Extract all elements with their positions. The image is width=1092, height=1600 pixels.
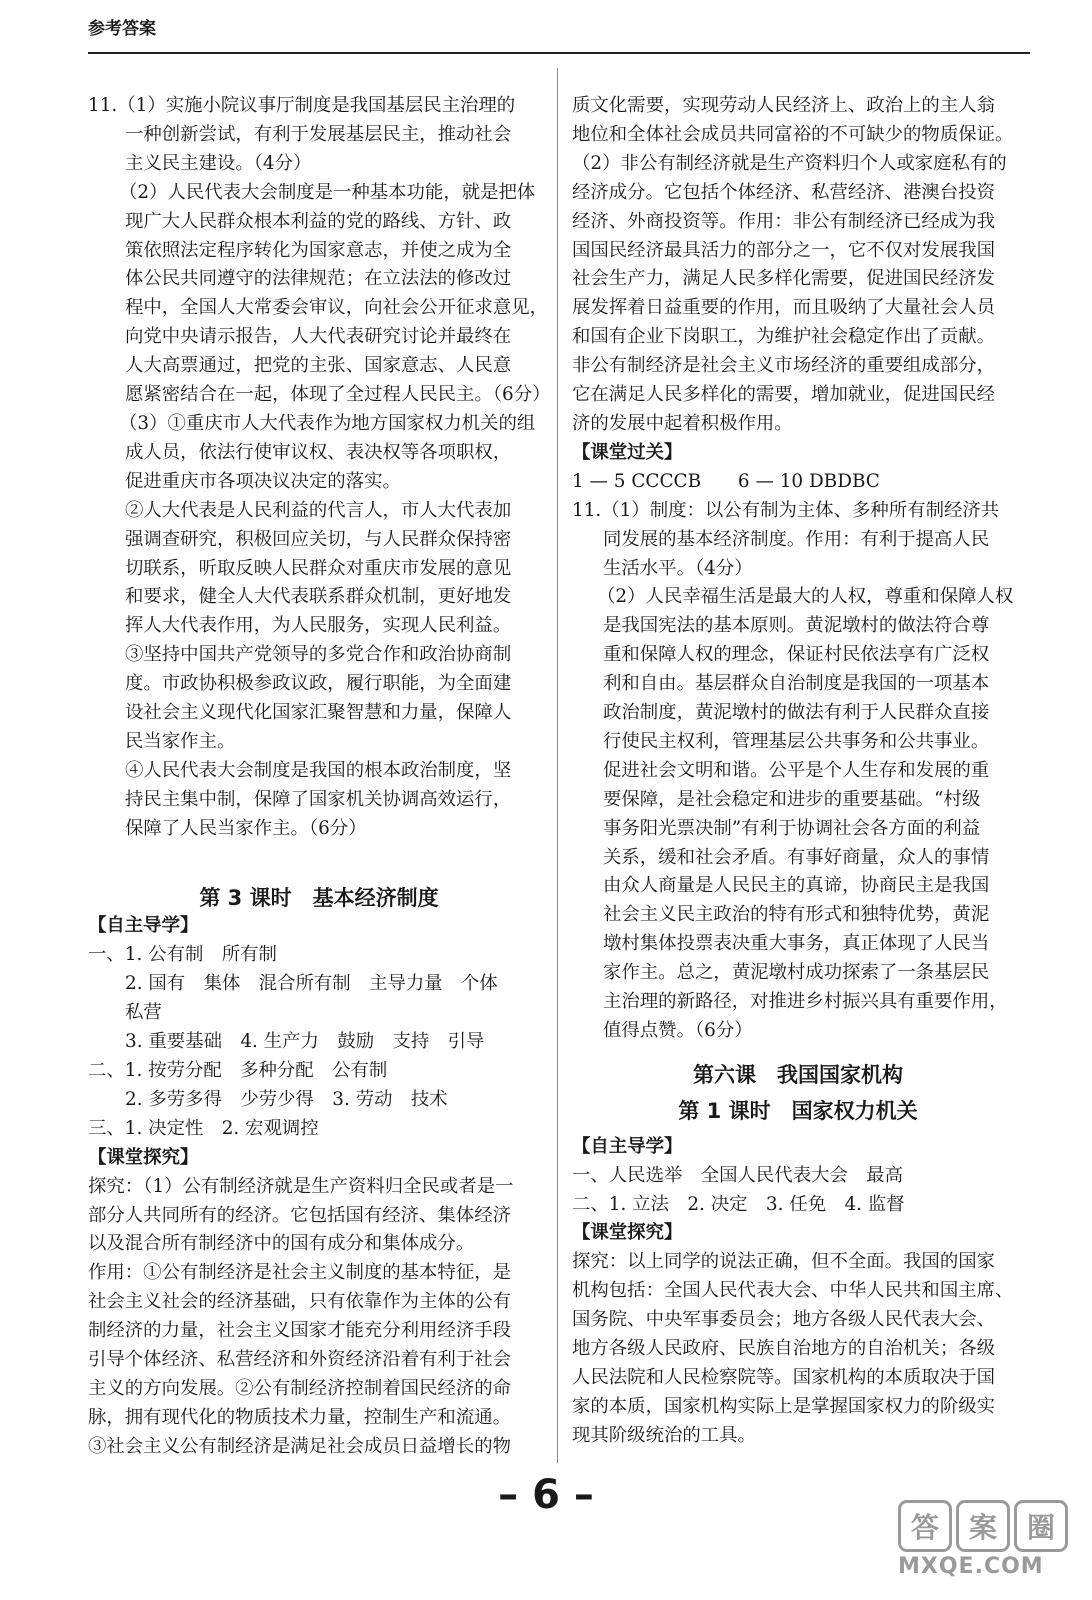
text-line: 愿紧密结合在一起，体现了全过程人民民主。（6分）	[125, 384, 551, 406]
text-line: 国国民经济最具活力的部分之一，它不仅对发展我国	[572, 239, 995, 261]
text-line: 家作主。总之，黄泥墩村成功探索了一条基层民	[603, 962, 990, 984]
text-line: 保障了人民当家作主。（6分）	[125, 817, 367, 839]
text-line: 家的本质，国家机构实际上是掌握国家权力的阶级实	[572, 1395, 995, 1417]
text-line: 制经济的力量，社会主义国家才能充分利用经济手段	[88, 1320, 511, 1342]
text-line: 值得点赞。（6分）	[603, 1020, 753, 1041]
text-line: 切联系，听取反映人民群众对重庆市发展的意见	[125, 557, 512, 579]
page-number-value: 6	[532, 1472, 560, 1518]
page-header: 参考答案	[88, 19, 156, 39]
left-column	[88, 92, 550, 1462]
text-line: 主义民主建设。（4分）	[125, 152, 312, 174]
page-number: – 6 –	[498, 1472, 594, 1518]
text-line: 策依照法定程序转化为国家意志，并使之成为全	[125, 239, 512, 261]
text-line: 【课堂探究】	[88, 1146, 199, 1168]
text-line: 民当家作主。	[125, 730, 236, 752]
section-heading: 第 1 课时 国家权力机关	[678, 1098, 918, 1123]
text-line: 探究：（1）公有制经济就是生产资料归全民或者是一	[88, 1175, 514, 1197]
text-line: 一、人民选举 全国人民代表大会 最高	[572, 1164, 904, 1186]
text-line: 探究：以上同学的说法正确，但不全面。我国的国家	[572, 1251, 995, 1273]
text-line: 11.（1）实施小院议事厅制度是我国基层民主治理的	[88, 95, 516, 116]
text-line: （3）①重庆市人大代表作为地方国家权力机关的组	[119, 412, 536, 434]
text-line: 地位和全体社会成员共同富裕的不可缺少的物质保证。	[572, 123, 1014, 145]
text-line: 展发挥着日益重要的作用，而且吸纳了大量社会人员	[572, 297, 995, 319]
text-line: 部分人共同所有的经济。它包括国有经济、集体经济	[88, 1204, 511, 1226]
text-line: 持民主集中制，保障了国家机关协调高效运行，	[125, 788, 512, 810]
text-line: ②人大代表是人民利益的代言人，市人大代表加	[125, 499, 512, 521]
text-line: 同发展的基本经济制度。作用：有利于提高人民	[603, 528, 990, 550]
text-line: ③坚持中国共产党领导的多党合作和政治协商制	[125, 644, 512, 666]
text-line: 促进重庆市各项决议决定的落实。	[125, 470, 401, 492]
text-line: 作用：①公有制经济是社会主义制度的基本特征，是	[88, 1262, 511, 1284]
text-line: 质文化需要，实现劳动人民经济上、政治上的主人翁	[572, 95, 995, 116]
header-rule	[88, 52, 1030, 54]
text-line: ④人民代表大会制度是我国的根本政治制度，坚	[125, 759, 512, 781]
text-line: 【课堂过关】	[572, 441, 683, 463]
text-line: 社会主义社会的经济基础，只有依靠作为主体的公有	[88, 1291, 511, 1313]
text-line: 体公民共同遵守的法律规范；在立法法的修改过	[125, 268, 512, 290]
section-heading: 第 3 课时 基本经济制度	[199, 885, 439, 910]
text-line: （2）非公有制经济就是生产资料归个人或家庭私有的	[572, 152, 1007, 174]
watermark-char: 答	[898, 1500, 952, 1552]
text-line: 一种创新尝试，有利于发展基层民主，推动社会	[125, 123, 512, 145]
text-line: 关系，缓和社会矛盾。有事好商量，众人的事情	[603, 846, 990, 868]
watermark-char: 案	[956, 1500, 1010, 1552]
text-line: 一、1. 公有制 所有制	[88, 944, 277, 966]
text-line: 成人员，依法行使审议权、表决权等各项职权，	[125, 441, 512, 463]
text-line: 现广大人民群众根本利益的党的路线、方针、政	[125, 210, 512, 232]
right-column	[566, 92, 1030, 1451]
watermark-url: MXQE.COM	[898, 1554, 1044, 1579]
text-line: 济的发展中起着积极作用。	[572, 412, 793, 434]
text-line: 【课堂探究】	[572, 1222, 683, 1244]
text-line: 它在满足人民多样化的需要，增加就业，促进国民经	[572, 384, 995, 406]
watermark-logo	[898, 1500, 1068, 1592]
text-line: 11.（1）制度：以公有制为主体、多种所有制经济共	[572, 499, 1000, 521]
text-line: 墩村集体投票表决重大事务，真正体现了人民当	[603, 933, 990, 955]
text-line: 度。市政协积极参政议政，履行职能，为全面建	[125, 673, 512, 695]
text-line: 2. 国有 集体 混合所有制 主导力量 个体	[125, 973, 498, 995]
text-line: 非公有制经济是社会主义市场经济的重要组成部分，	[572, 355, 995, 377]
text-line: 以及混合所有制经济中的国有成分和集体成分。	[88, 1233, 475, 1255]
watermark-char: 圈	[1014, 1500, 1068, 1552]
text-line: 是我国宪法的基本原则。黄泥墩村的做法符合尊	[603, 615, 990, 637]
text-line: 现其阶级统治的工具。	[572, 1424, 756, 1446]
text-line: 促进社会文明和谐。公平是个人生存和发展的重	[603, 759, 990, 781]
text-line: 人大高票通过，把党的主张、国家意志、人民意	[125, 355, 512, 377]
text-line: 私营	[125, 1002, 162, 1024]
text-line: 设社会主义现代化国家汇聚智慧和力量，保障人	[125, 702, 512, 724]
text-line: 【自主导学】	[88, 915, 199, 937]
text-line: 和要求，健全人大代表联系群众机制，更好地发	[125, 586, 512, 608]
text-line: 主治理的新路径，对推进乡村振兴具有重要作用，	[603, 991, 1008, 1013]
text-line: 向党中央请示报告，人大代表研究讨论并最终在	[125, 326, 512, 348]
text-line: 社会生产力，满足人民多样化需要，促进国民经济发	[572, 268, 995, 290]
text-line: 程中，全国人大常委会审议，向社会公开征求意见，	[125, 297, 548, 319]
text-line: 行使民主权利，管理基层公共事务和公共事业。	[603, 730, 990, 752]
text-line: 地方各级人民政府、民族自治地方的自治机关；各级	[572, 1338, 995, 1360]
text-line: 主义的方向发展。②公有制经济控制着国民经济的命	[88, 1377, 511, 1399]
text-line: 事务阳光票决制”有利于协调社会各方面的利益	[603, 817, 981, 839]
text-line: （2）人民代表大会制度是一种基本功能，就是把体	[119, 181, 536, 203]
text-line: 由众人商量是人民民主的真谛，协商民主是我国	[603, 875, 990, 897]
text-line: 脉，拥有现代化的物质技术力量，控制生产和流通。	[88, 1406, 511, 1428]
text-line: 挥人大代表作用，为人民服务，实现人民利益。	[125, 615, 512, 637]
text-line: 国务院、中央军事委员会；地方各级人民代表大会、	[572, 1309, 995, 1331]
text-line: 经济成分。它包括个体经济、私营经济、港澳台投资	[572, 181, 995, 203]
text-line: 社会主义民主政治的特有形式和独特优势，黄泥	[603, 904, 990, 926]
text-line: ③社会主义公有制经济是满足社会成员日益增长的物	[88, 1435, 511, 1457]
text-line: 要保障，是社会稳定和进步的重要基础。“村级	[603, 788, 981, 810]
text-line: 三、1. 决定性 2. 宏观调控	[88, 1117, 319, 1139]
text-line: 二、1. 立法 2. 决定 3. 任免 4. 监督	[572, 1193, 905, 1215]
text-line: 生活水平。（4分）	[603, 557, 753, 579]
text-line: 1 — 5 CCCCB 6 — 10 DBDBC	[572, 470, 880, 492]
text-line: 3. 重要基础 4. 生产力 鼓励 支持 引导	[125, 1031, 485, 1053]
text-line: （2）人民幸福生活是最大的人权，尊重和保障人权	[597, 586, 1014, 608]
text-line: 强调查研究，积极回应关切，与人民群众保持密	[125, 528, 512, 550]
text-line: 机构包括：全国人民代表大会、中华人民共和国主席、	[572, 1280, 1014, 1302]
text-line: 经济、外商投资等。作用：非公有制经济已经成为我	[572, 210, 995, 232]
text-line: 二、1. 按劳分配 多种分配 公有制	[88, 1060, 388, 1081]
text-line: 人民法院和人民检察院等。国家机构的本质取决于国	[572, 1366, 995, 1388]
section-heading: 第六课 我国国家机构	[693, 1062, 903, 1087]
column-divider	[557, 68, 558, 1463]
text-line: 重和保障人权的理念，保证村民依法享有广泛权	[603, 644, 990, 666]
text-line: 引导个体经济、私营经济和外资经济沿着有利于社会	[88, 1349, 511, 1371]
text-line: 利和自由。基层群众自治制度是我国的一项基本	[603, 673, 990, 695]
text-line: 【自主导学】	[572, 1135, 683, 1157]
text-line: 政治制度，黄泥墩村的做法有利于人民群众直接	[603, 702, 990, 724]
text-line: 2. 多劳多得 少劳少得 3. 劳动 技术	[125, 1088, 448, 1110]
text-line: 和国有企业下岗职工，为维护社会稳定作出了贡献。	[572, 326, 995, 348]
